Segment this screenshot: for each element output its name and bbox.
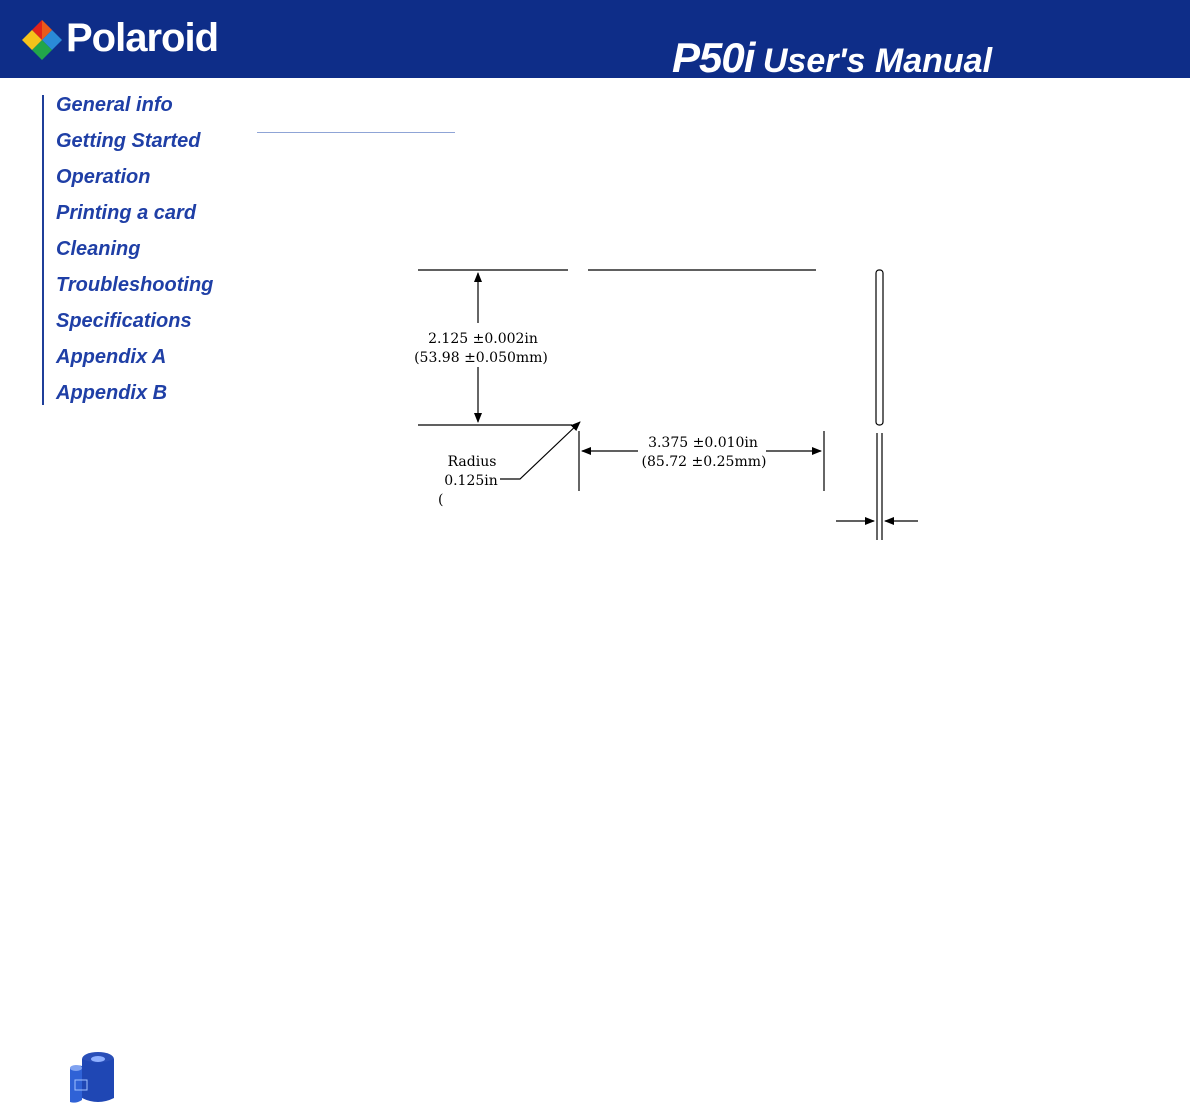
- width-inches-label: 3.375 ±0.010in: [648, 435, 758, 451]
- nav-item-troubleshooting[interactable]: Troubleshooting: [56, 274, 214, 296]
- brand-name: Polaroid: [66, 16, 219, 60]
- radius-label: Radius: [447, 454, 497, 470]
- radius-leader: [500, 422, 580, 479]
- card-dimension-diagram: [400, 255, 940, 550]
- polaroid-logo-icon: [22, 20, 62, 60]
- section-rule: [257, 132, 455, 133]
- manual-title-text: User's Manual: [762, 42, 993, 80]
- height-mm-label: (53.98 ±0.050mm): [414, 350, 548, 366]
- model-name: P50i: [672, 34, 755, 81]
- nav-item-appendix-b[interactable]: Appendix B: [56, 382, 168, 404]
- nav-item-appendix-a[interactable]: Appendix A: [56, 346, 167, 368]
- radius-value: 0.125in: [444, 473, 498, 489]
- nav-item-getting-started[interactable]: Getting Started: [56, 130, 201, 152]
- nav-item-printing-a-card[interactable]: Printing a card: [56, 202, 197, 224]
- width-mm-label: (85.72 ±0.25mm): [641, 454, 767, 470]
- nav-item-specifications[interactable]: Specifications: [56, 310, 192, 332]
- nav-item-cleaning[interactable]: Cleaning: [56, 238, 141, 260]
- nav-item-operation[interactable]: Operation: [56, 166, 151, 188]
- page-header: [0, 0, 1190, 81]
- ribbon-cartridge-icon[interactable]: [66, 1050, 118, 1108]
- card-side-profile: [876, 270, 883, 425]
- manual-title: [672, 36, 992, 90]
- sidebar-nav: [42, 95, 244, 405]
- height-inches-label: 2.125 ±0.002in: [428, 331, 538, 347]
- nav-item-general-info[interactable]: General info: [56, 94, 173, 116]
- radius-partial-label: (: [438, 492, 444, 508]
